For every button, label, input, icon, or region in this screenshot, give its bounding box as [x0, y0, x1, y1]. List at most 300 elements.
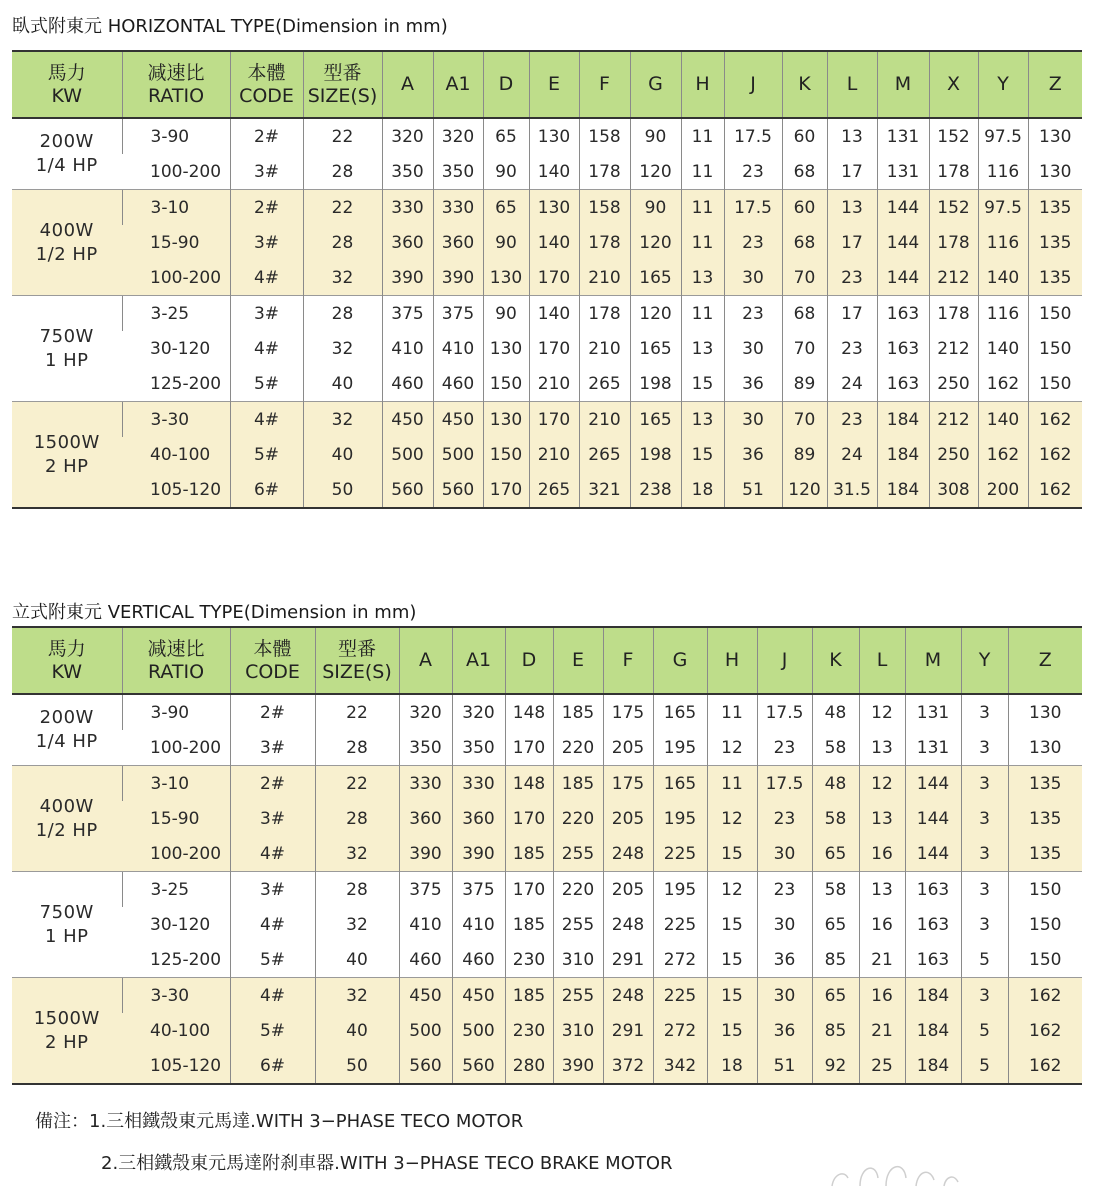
cell: 220	[553, 872, 603, 908]
cell: 272	[653, 1013, 707, 1048]
motor-cell: 200W 1/4 HP	[12, 118, 122, 190]
cell: 150	[1008, 872, 1082, 908]
header-h: H	[707, 627, 757, 694]
cell: 170	[529, 402, 579, 438]
cell: 30	[724, 260, 782, 296]
cell: 450	[452, 978, 505, 1014]
header-f: F	[603, 627, 653, 694]
cell: 36	[724, 437, 782, 472]
cell: 40	[315, 1013, 399, 1048]
cell: 18	[681, 472, 724, 508]
table-row	[12, 766, 1082, 802]
cell: 100-200	[122, 730, 230, 766]
cell: 65	[812, 836, 859, 872]
cell: 205	[603, 730, 653, 766]
cell: 5#	[230, 942, 315, 978]
cell: 321	[579, 472, 630, 508]
cell: 85	[812, 942, 859, 978]
cell: 11	[707, 766, 757, 802]
cell: 131	[905, 694, 961, 730]
header-k: K	[812, 627, 859, 694]
cell: 21	[859, 1013, 905, 1048]
cell: 560	[382, 472, 433, 508]
cell: 185	[505, 978, 553, 1014]
cell: 450	[382, 402, 433, 438]
cell: 4#	[230, 260, 303, 296]
cell: 250	[929, 366, 978, 402]
cell: 3-10	[122, 190, 230, 226]
cell: 11	[681, 225, 724, 260]
cell: 3#	[230, 154, 303, 190]
header-m: M	[877, 51, 929, 118]
cell: 17.5	[724, 118, 782, 154]
cell: 140	[978, 260, 1028, 296]
cell: 30	[757, 978, 812, 1014]
cell: 140	[529, 296, 579, 332]
cell: 13	[859, 872, 905, 908]
cell: 15	[707, 907, 757, 942]
cell: 3-90	[122, 694, 230, 730]
motor-cell: 1500W 2 HP	[12, 978, 122, 1085]
cell: 140	[978, 402, 1028, 438]
cell: 11	[681, 154, 724, 190]
motor-cell: 200W 1/4 HP	[12, 694, 122, 766]
cell: 17	[827, 225, 877, 260]
header-size: 型番 SIZE(S)	[303, 51, 382, 118]
cell: 4#	[230, 331, 303, 366]
cell: 272	[653, 942, 707, 978]
group-200w	[12, 118, 1082, 190]
cell: 22	[303, 118, 382, 154]
cell: 17	[827, 296, 877, 332]
table-row	[12, 260, 1082, 296]
table-row	[12, 437, 1082, 472]
vertical-dimension-table	[12, 626, 1082, 1085]
header-row	[12, 627, 1082, 694]
table-row	[12, 1013, 1082, 1048]
cell: 165	[630, 260, 681, 296]
cell: 220	[553, 801, 603, 836]
cell: 23	[757, 801, 812, 836]
cell: 30	[724, 331, 782, 366]
cell: 460	[452, 942, 505, 978]
cell: 144	[877, 225, 929, 260]
cell: 360	[399, 801, 452, 836]
cell: 255	[553, 836, 603, 872]
header-a1: A1	[433, 51, 483, 118]
cell: 178	[579, 225, 630, 260]
cell: 178	[929, 225, 978, 260]
table-row	[12, 836, 1082, 872]
cell: 13	[681, 402, 724, 438]
cell: 291	[603, 1013, 653, 1048]
header-l: L	[859, 627, 905, 694]
cell: 3	[961, 694, 1008, 730]
cell: 390	[399, 836, 452, 872]
header-z: Z	[1028, 51, 1082, 118]
cell: 68	[782, 225, 827, 260]
cell: 2#	[230, 118, 303, 154]
cell: 198	[630, 366, 681, 402]
group-750w	[12, 296, 1082, 402]
cell: 308	[929, 472, 978, 508]
cell: 22	[315, 694, 399, 730]
header-code: 本體 CODE	[230, 51, 303, 118]
cell: 140	[529, 225, 579, 260]
header-h: H	[681, 51, 724, 118]
cell: 97.5	[978, 118, 1028, 154]
decorative-swirl-icon	[820, 1148, 970, 1187]
cell: 135	[1008, 766, 1082, 802]
cell: 390	[553, 1048, 603, 1084]
cell: 148	[505, 694, 553, 730]
cell: 280	[505, 1048, 553, 1084]
cell: 131	[877, 118, 929, 154]
cell: 3-30	[122, 978, 230, 1014]
cell: 13	[681, 331, 724, 366]
cell: 13	[859, 730, 905, 766]
cell: 130	[483, 260, 529, 296]
cell: 390	[433, 260, 483, 296]
cell: 116	[978, 296, 1028, 332]
cell: 230	[505, 1013, 553, 1048]
cell: 16	[859, 978, 905, 1014]
cell: 16	[859, 907, 905, 942]
cell: 375	[433, 296, 483, 332]
cell: 220	[553, 730, 603, 766]
table-row	[12, 296, 1082, 332]
cell: 40-100	[122, 1013, 230, 1048]
cell: 15	[707, 942, 757, 978]
cell: 30-120	[122, 331, 230, 366]
cell: 163	[877, 366, 929, 402]
cell: 36	[757, 942, 812, 978]
cell: 16	[859, 836, 905, 872]
cell: 195	[653, 872, 707, 908]
cell: 170	[529, 331, 579, 366]
cell: 460	[399, 942, 452, 978]
cell: 36	[757, 1013, 812, 1048]
table-row	[12, 801, 1082, 836]
cell: 32	[303, 260, 382, 296]
cell: 100-200	[122, 154, 230, 190]
header-code: 本體 CODE	[230, 627, 315, 694]
cell: 248	[603, 978, 653, 1014]
cell: 330	[452, 766, 505, 802]
cell: 170	[505, 801, 553, 836]
cell: 450	[433, 402, 483, 438]
motor-cell: 750W 1 HP	[12, 296, 122, 402]
cell: 50	[303, 472, 382, 508]
cell: 162	[1028, 437, 1082, 472]
group-400w	[12, 766, 1082, 872]
cell: 12	[859, 694, 905, 730]
cell: 51	[724, 472, 782, 508]
cell: 152	[929, 118, 978, 154]
cell: 28	[315, 801, 399, 836]
cell: 3-25	[122, 296, 230, 332]
table-row	[12, 694, 1082, 730]
cell: 3	[961, 730, 1008, 766]
table-row	[12, 942, 1082, 978]
cell: 15-90	[122, 225, 230, 260]
cell: 170	[529, 260, 579, 296]
cell: 120	[630, 296, 681, 332]
motor-cell: 1500W 2 HP	[12, 402, 122, 509]
cell: 360	[382, 225, 433, 260]
cell: 13	[827, 118, 877, 154]
cell: 130	[529, 118, 579, 154]
cell: 162	[1008, 1048, 1082, 1084]
cell: 375	[382, 296, 433, 332]
cell: 89	[782, 366, 827, 402]
cell: 65	[812, 978, 859, 1014]
cell: 31.5	[827, 472, 877, 508]
cell: 135	[1028, 260, 1082, 296]
cell: 3	[961, 836, 1008, 872]
cell: 13	[859, 801, 905, 836]
cell: 65	[812, 907, 859, 942]
cell: 460	[382, 366, 433, 402]
cell: 150	[483, 437, 529, 472]
cell: 178	[929, 154, 978, 190]
cell: 350	[399, 730, 452, 766]
cell: 28	[303, 296, 382, 332]
cell: 210	[529, 437, 579, 472]
cell: 11	[681, 190, 724, 226]
cell: 120	[630, 154, 681, 190]
cell: 170	[505, 872, 553, 908]
cell: 130	[1008, 694, 1082, 730]
cell: 310	[553, 1013, 603, 1048]
table-row	[12, 978, 1082, 1014]
cell: 3#	[230, 801, 315, 836]
cell: 92	[812, 1048, 859, 1084]
cell: 320	[433, 118, 483, 154]
cell: 500	[452, 1013, 505, 1048]
cell: 51	[757, 1048, 812, 1084]
cell: 163	[905, 872, 961, 908]
header-j: J	[757, 627, 812, 694]
cell: 330	[399, 766, 452, 802]
cell: 162	[978, 366, 1028, 402]
cell: 330	[382, 190, 433, 226]
cell: 225	[653, 907, 707, 942]
cell: 12	[859, 766, 905, 802]
cell: 184	[877, 437, 929, 472]
cell: 225	[653, 978, 707, 1014]
cell: 15	[707, 1013, 757, 1048]
cell: 152	[929, 190, 978, 226]
cell: 265	[529, 472, 579, 508]
cell: 28	[315, 730, 399, 766]
cell: 185	[505, 836, 553, 872]
cell: 32	[315, 978, 399, 1014]
cell: 390	[452, 836, 505, 872]
cell: 25	[859, 1048, 905, 1084]
cell: 372	[603, 1048, 653, 1084]
cell: 70	[782, 402, 827, 438]
cell: 130	[1008, 730, 1082, 766]
cell: 105-120	[122, 472, 230, 508]
cell: 350	[382, 154, 433, 190]
cell: 28	[303, 225, 382, 260]
header-a: A	[399, 627, 452, 694]
cell: 97.5	[978, 190, 1028, 226]
cell: 178	[579, 296, 630, 332]
cell: 163	[877, 296, 929, 332]
header-row	[12, 51, 1082, 118]
cell: 3-10	[122, 766, 230, 802]
cell: 130	[1028, 154, 1082, 190]
cell: 320	[382, 118, 433, 154]
cell: 248	[603, 907, 653, 942]
header-a1: A1	[452, 627, 505, 694]
cell: 40	[303, 366, 382, 402]
cell: 410	[382, 331, 433, 366]
cell: 360	[433, 225, 483, 260]
group-1500w	[12, 978, 1082, 1085]
cell: 212	[929, 331, 978, 366]
cell: 178	[929, 296, 978, 332]
cell: 184	[905, 1013, 961, 1048]
cell: 32	[303, 402, 382, 438]
header-z: Z	[1008, 627, 1082, 694]
cell: 23	[724, 154, 782, 190]
cell: 70	[782, 260, 827, 296]
header-ratio: 减速比 RATIO	[122, 51, 230, 118]
cell: 89	[782, 437, 827, 472]
cell: 5#	[230, 1013, 315, 1048]
cell: 58	[812, 872, 859, 908]
cell: 40-100	[122, 437, 230, 472]
cell: 2#	[230, 694, 315, 730]
table-row	[12, 472, 1082, 508]
cell: 162	[1028, 472, 1082, 508]
cell: 3-90	[122, 118, 230, 154]
cell: 210	[579, 402, 630, 438]
table-row	[12, 331, 1082, 366]
cell: 185	[553, 766, 603, 802]
vertical-title: 立式附東元 VERTICAL TYPE(Dimension in mm)	[12, 602, 417, 623]
table-row	[12, 118, 1082, 154]
cell: 170	[505, 730, 553, 766]
cell: 255	[553, 907, 603, 942]
cell: 162	[978, 437, 1028, 472]
cell: 158	[579, 118, 630, 154]
cell: 22	[315, 766, 399, 802]
cell: 144	[877, 190, 929, 226]
table-row	[12, 907, 1082, 942]
cell: 120	[782, 472, 827, 508]
cell: 175	[603, 694, 653, 730]
cell: 175	[603, 766, 653, 802]
header-motor: 馬力 KW	[12, 51, 122, 118]
cell: 3	[961, 907, 1008, 942]
cell: 30	[757, 907, 812, 942]
header-j: J	[724, 51, 782, 118]
table-row	[12, 190, 1082, 226]
header-m: M	[905, 627, 961, 694]
cell: 11	[681, 118, 724, 154]
cell: 320	[399, 694, 452, 730]
cell: 15-90	[122, 801, 230, 836]
cell: 11	[707, 694, 757, 730]
cell: 150	[1028, 296, 1082, 332]
cell: 11	[681, 296, 724, 332]
cell: 3	[961, 978, 1008, 1014]
cell: 28	[303, 154, 382, 190]
cell: 32	[303, 331, 382, 366]
cell: 65	[483, 118, 529, 154]
cell: 32	[315, 836, 399, 872]
motor-cell: 400W 1/2 HP	[12, 766, 122, 872]
header-y: Y	[961, 627, 1008, 694]
cell: 560	[399, 1048, 452, 1084]
cell: 330	[433, 190, 483, 226]
cell: 116	[978, 225, 1028, 260]
header-k: K	[782, 51, 827, 118]
cell: 28	[315, 872, 399, 908]
cell: 135	[1008, 836, 1082, 872]
cell: 58	[812, 730, 859, 766]
cell: 265	[579, 366, 630, 402]
header-g: G	[653, 627, 707, 694]
cell: 32	[315, 907, 399, 942]
cell: 500	[433, 437, 483, 472]
cell: 65	[483, 190, 529, 226]
cell: 162	[1008, 978, 1082, 1014]
cell: 144	[905, 766, 961, 802]
horizontal-title: 臥式附東元 HORIZONTAL TYPE(Dimension in mm)	[12, 16, 448, 37]
cell: 30	[757, 836, 812, 872]
cell: 3#	[230, 225, 303, 260]
header-e: E	[529, 51, 579, 118]
cell: 5	[961, 1048, 1008, 1084]
cell: 3#	[230, 730, 315, 766]
cell: 130	[529, 190, 579, 226]
cell: 350	[452, 730, 505, 766]
cell: 17	[827, 154, 877, 190]
cell: 85	[812, 1013, 859, 1048]
cell: 24	[827, 366, 877, 402]
cell: 90	[483, 225, 529, 260]
cell: 410	[399, 907, 452, 942]
cell: 148	[505, 766, 553, 802]
cell: 450	[399, 978, 452, 1014]
cell: 23	[827, 402, 877, 438]
cell: 410	[433, 331, 483, 366]
cell: 178	[579, 154, 630, 190]
cell: 5	[961, 942, 1008, 978]
cell: 310	[553, 942, 603, 978]
cell: 30	[724, 402, 782, 438]
note-2: 2.三相鐵殼東元馬達附刹車器.WITH 3−PHASE TECO BRAKE MOTOR	[101, 1153, 673, 1174]
cell: 2#	[230, 190, 303, 226]
cell: 23	[827, 260, 877, 296]
cell: 195	[653, 730, 707, 766]
cell: 410	[452, 907, 505, 942]
cell: 185	[505, 907, 553, 942]
cell: 30-120	[122, 907, 230, 942]
note-1: 備注：1.三相鐵殼東元馬達.WITH 3−PHASE TECO MOTOR	[35, 1111, 524, 1132]
motor-cell: 750W 1 HP	[12, 872, 122, 978]
cell: 140	[529, 154, 579, 190]
cell: 150	[1028, 366, 1082, 402]
cell: 238	[630, 472, 681, 508]
header-d: D	[505, 627, 553, 694]
cell: 135	[1028, 225, 1082, 260]
